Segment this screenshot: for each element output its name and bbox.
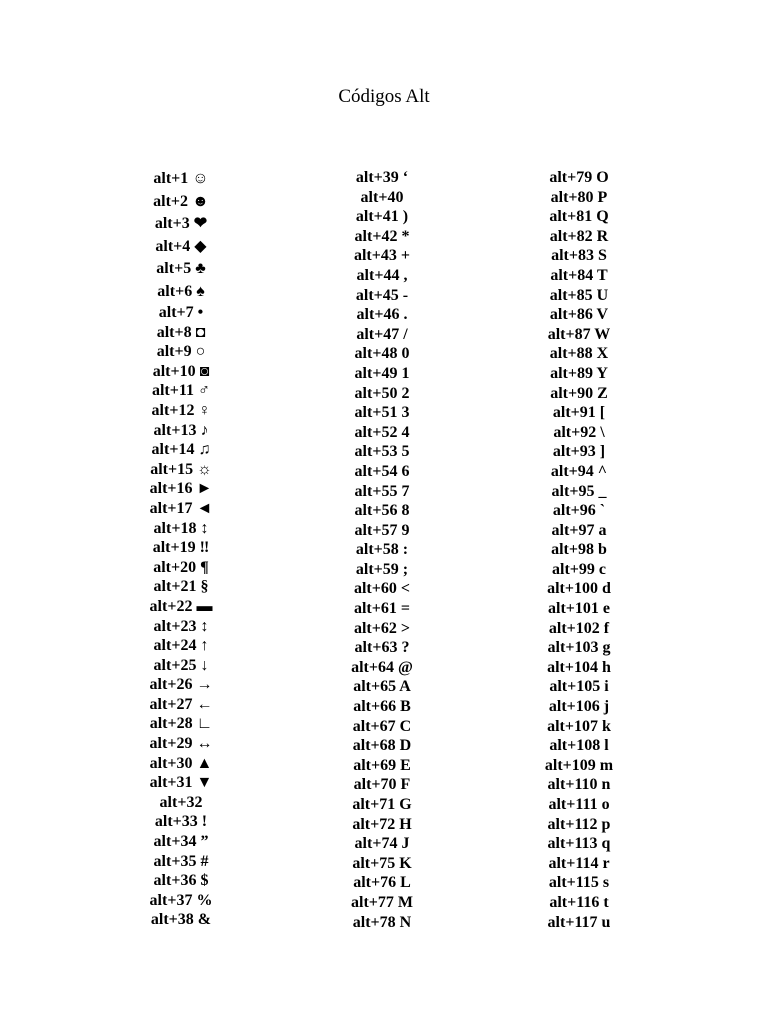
alt-code-entry: alt+4 ◆: [155, 237, 207, 255]
alt-code-entry: alt+117 u: [547, 913, 611, 931]
alt-code-entry: alt+114 r: [548, 854, 610, 872]
alt-code-entry: alt+71 G: [352, 796, 412, 813]
alt-code-entry: alt+19 ‼: [152, 539, 210, 557]
alt-code-entry: alt+42 *: [354, 227, 410, 245]
alt-code-entry: alt+60 <: [353, 580, 410, 598]
alt-code-entry: alt+23 ↕: [153, 617, 209, 635]
alt-code-entry: alt+115 s: [548, 874, 610, 892]
alt-code-entry: alt+90 Z: [550, 384, 608, 402]
alt-code-entry: alt+53 5: [354, 443, 410, 461]
alt-code-entry: alt+8 ◘: [156, 323, 206, 341]
alt-codes-column-3: [479, 168, 679, 932]
alt-code-entry: alt+17 ◄: [149, 499, 213, 517]
alt-code-entry: alt+5 ♣: [156, 260, 206, 277]
alt-code-entry: alt+51 3: [354, 404, 410, 422]
alt-code-entry: alt+38 &: [150, 911, 212, 929]
alt-code-entry: alt+63 ?: [354, 639, 410, 657]
alt-code-entry: alt+81 Q: [549, 208, 609, 226]
alt-code-entry: alt+94 ^: [550, 462, 608, 480]
alt-code-entry: alt+100 d: [547, 580, 611, 598]
alt-code-entry: alt+27 ←: [149, 695, 213, 713]
alt-code-entry: alt+80 P: [550, 188, 608, 206]
alt-code-entry: alt+22 ▬: [149, 597, 213, 615]
alt-code-entry: alt+47 /: [356, 325, 408, 343]
alt-code-entry: alt+69 E: [353, 756, 411, 774]
alt-code-entry: alt+104 h: [547, 658, 611, 676]
alt-code-entry: alt+14 ♫: [151, 441, 211, 459]
alt-code-entry: alt+59 ;: [355, 560, 409, 578]
alt-code-entry: alt+65 A: [353, 678, 411, 696]
alt-code-entry: alt+61 =: [353, 600, 410, 618]
alt-code-entry: alt+79 O: [549, 169, 609, 186]
alt-codes-column-2: [282, 168, 482, 932]
alt-code-entry: alt+110 n: [547, 776, 611, 794]
alt-code-entry: alt+88 X: [549, 345, 609, 363]
alt-code-entry: alt+24 ↑: [153, 637, 209, 655]
alt-code-entry: alt+40: [360, 188, 404, 206]
alt-code-entry: alt+43 +: [353, 247, 410, 265]
alt-code-entry: alt+54 6: [354, 462, 410, 480]
alt-codes-column-1: [81, 168, 281, 930]
alt-code-entry: alt+37 %: [149, 891, 213, 909]
alt-code-entry: alt+112 p: [547, 815, 611, 833]
alt-code-entry: alt+46 .: [356, 306, 408, 324]
alt-code-entry: alt+41 ): [355, 208, 409, 226]
alt-code-entry: alt+78 N: [352, 913, 412, 931]
alt-code-entry: alt+111 o: [548, 796, 610, 813]
alt-code-entry: alt+9 ○: [156, 343, 206, 361]
alt-code-entry: alt+34 ”: [153, 833, 209, 851]
alt-code-entry: alt+85 U: [549, 286, 609, 304]
alt-code-entry: alt+13 ♪: [153, 421, 209, 439]
alt-code-entry: alt+21 §: [153, 578, 209, 596]
alt-code-entry: alt+87 W: [547, 325, 611, 343]
alt-code-entry: alt+101 e: [548, 600, 610, 618]
alt-code-entry: alt+99 c: [552, 560, 606, 578]
alt-code-entry: alt+28 ∟: [149, 715, 213, 733]
alt-code-entry: alt+36 $: [153, 872, 209, 890]
alt-code-entry: alt+33 !: [154, 813, 208, 831]
alt-code-entry: alt+52 4: [354, 423, 410, 441]
alt-code-entry: alt+2 ☻: [153, 192, 209, 210]
alt-code-entry: alt+50 2: [354, 384, 410, 402]
alt-code-entry: alt+15 ☼: [150, 460, 212, 478]
alt-code-entry: alt+76 L: [353, 874, 411, 892]
alt-code-entry: alt+1 ☺: [153, 170, 209, 187]
alt-code-entry: alt+26 →: [149, 676, 213, 694]
alt-code-entry: alt+20 ¶: [153, 558, 209, 576]
alt-code-entry: alt+74 J: [354, 835, 410, 853]
alt-code-entry: alt+66 B: [353, 698, 411, 716]
alt-code-entry: alt+11 ♂: [151, 382, 210, 400]
alt-code-entry: alt+35 #: [153, 852, 209, 870]
alt-code-entry: alt+12 ♀: [151, 401, 211, 419]
alt-code-entry: alt+32: [159, 793, 203, 811]
alt-code-entry: alt+108 l: [549, 737, 609, 755]
page-title: Códigos Alt: [338, 86, 430, 107]
alt-code-entry: alt+105 i: [549, 678, 609, 696]
alt-code-entry: alt+72 H: [352, 815, 412, 833]
alt-code-entry: alt+83 S: [551, 247, 607, 265]
alt-code-entry: alt+18 ↕: [153, 519, 209, 537]
alt-code-entry: alt+116 t: [549, 893, 609, 911]
alt-code-entry: alt+31 ▼: [149, 774, 213, 792]
alt-code-entry: alt+109 m: [544, 756, 614, 774]
alt-code-entry: alt+97 a: [551, 521, 607, 539]
alt-code-entry: alt+49 1: [354, 364, 410, 382]
alt-code-entry: alt+92 \: [553, 423, 605, 441]
alt-code-entry: alt+39 ‘: [355, 169, 409, 186]
alt-code-entry: alt+84 T: [550, 266, 608, 284]
alt-code-entry: alt+10 ◙: [152, 362, 210, 380]
alt-code-entry: alt+77 M: [351, 893, 413, 911]
alt-code-entry: alt+68 D: [352, 737, 412, 755]
alt-code-entry: alt+107 k: [547, 717, 611, 735]
alt-code-entry: alt+45 -: [355, 286, 409, 304]
alt-code-entry: alt+89 Y: [550, 364, 608, 382]
alt-code-entry: alt+7 •: [158, 304, 204, 321]
alt-code-entry: alt+29 ↔: [149, 735, 213, 753]
alt-code-entry: alt+30 ▲: [149, 754, 213, 772]
alt-code-entry: alt+106 j: [548, 698, 610, 716]
alt-code-entry: alt+95 _: [551, 482, 607, 500]
alt-code-entry: alt+70 F: [353, 776, 411, 794]
alt-code-entry: alt+91 [: [552, 404, 606, 422]
alt-code-entry: alt+75 K: [352, 854, 412, 872]
alt-code-entry: alt+67 C: [352, 717, 412, 735]
alt-code-entry: alt+55 7: [354, 482, 410, 500]
alt-code-entry: alt+58 :: [355, 541, 409, 559]
alt-code-entry: alt+56 8: [354, 502, 410, 520]
alt-code-entry: alt+86 V: [549, 306, 609, 324]
alt-code-entry: alt+96 `: [552, 502, 606, 520]
alt-code-entry: alt+102 f: [548, 619, 610, 637]
alt-code-entry: alt+62 >: [353, 619, 410, 637]
alt-code-entry: alt+48 0: [354, 345, 410, 363]
alt-code-entry: alt+6 ♠: [157, 282, 205, 300]
alt-code-entry: alt+25 ↓: [153, 656, 209, 674]
alt-code-entry: alt+57 9: [354, 521, 410, 539]
alt-code-entry: alt+3 ❤: [154, 215, 208, 232]
alt-code-entry: alt+93 ]: [552, 443, 606, 461]
alt-code-entry: alt+16 ►: [149, 480, 213, 498]
alt-code-entry: alt+103 g: [547, 639, 611, 657]
alt-code-entry: alt+64 @: [351, 658, 413, 676]
alt-code-entry: alt+82 R: [549, 227, 609, 245]
alt-code-entry: alt+98 b: [551, 541, 607, 559]
alt-code-entry: alt+113 q: [547, 835, 611, 853]
alt-code-entry: alt+44 ,: [356, 266, 408, 284]
